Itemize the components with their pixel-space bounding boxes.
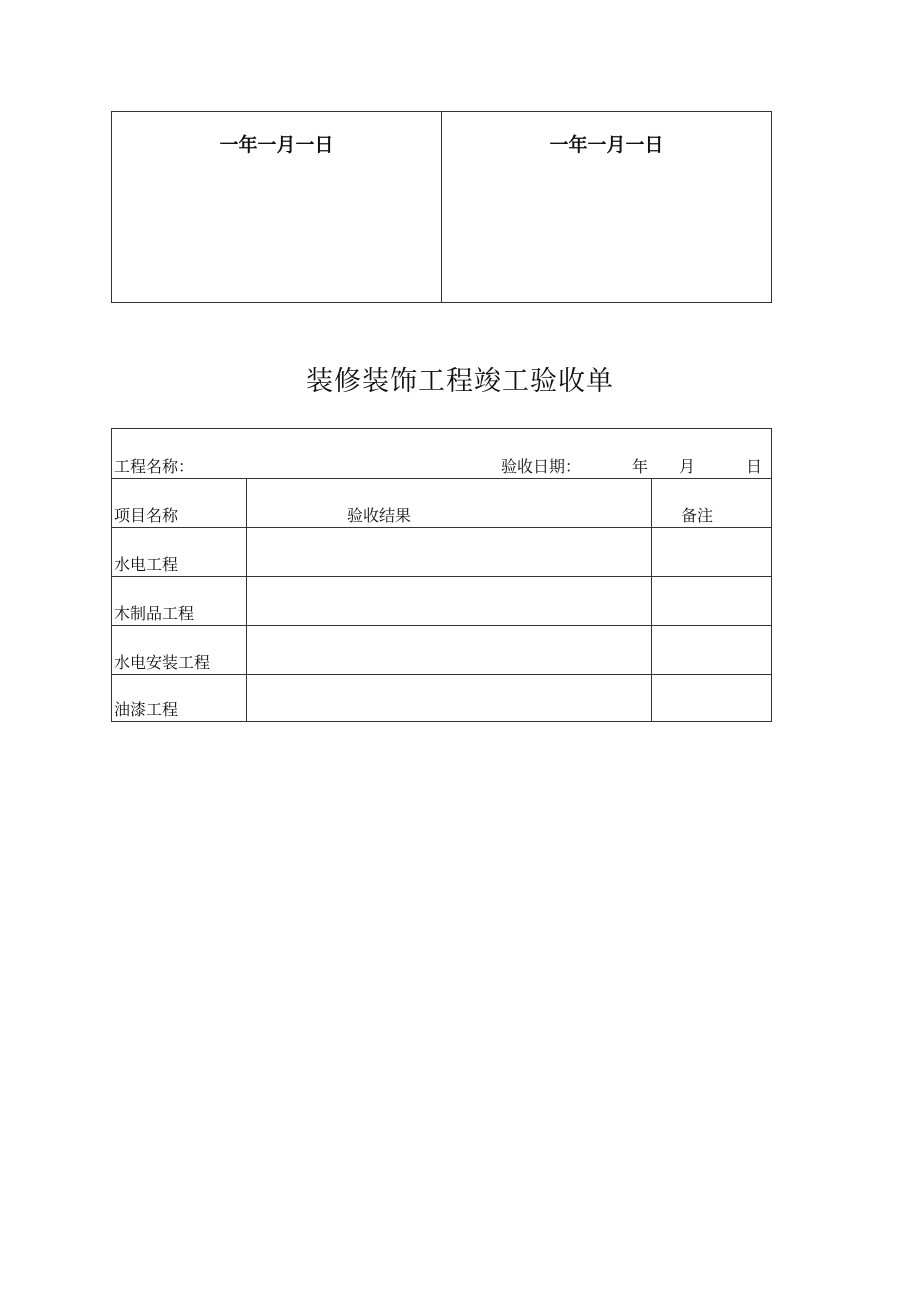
signature-cell-left: [112, 112, 441, 302]
row-result-cell: [246, 626, 651, 674]
project-name-label: 工程名称：: [114, 457, 195, 476]
table-header-row: [112, 478, 771, 527]
acceptance-date-label: 验收日期：: [501, 457, 582, 476]
row-note-cell: [651, 626, 771, 674]
header-cell-item: [112, 479, 246, 527]
row-result-cell: [246, 675, 651, 721]
row-note-cell: [651, 577, 771, 625]
header-note-label: 备注: [681, 506, 714, 525]
row-result-cell: [246, 528, 651, 576]
row-result-cell: [246, 577, 651, 625]
signature-date-table: [111, 111, 772, 303]
row-item-cell: [112, 675, 246, 721]
row-item-cell: [112, 626, 246, 674]
signature-cell-right: [441, 112, 771, 302]
row-note-cell: [651, 675, 771, 721]
row-item-label: 木制品工程: [114, 604, 195, 623]
table-row: [112, 674, 771, 721]
acceptance-table: [111, 428, 772, 722]
table-row: [112, 625, 771, 674]
header-result-label: 验收结果: [347, 506, 412, 525]
document-title: 装修装饰工程竣工验收单: [306, 366, 614, 397]
table-row: [112, 527, 771, 576]
header-item-label: 项目名称: [114, 506, 179, 525]
row-item-label: 油漆工程: [114, 700, 179, 719]
row-item-label: 水电安装工程: [114, 653, 211, 672]
signature-date-left: 一年一月一日: [219, 134, 334, 156]
year-label: 年: [632, 457, 649, 476]
day-label: 日: [746, 457, 763, 476]
month-label: 月: [679, 457, 696, 476]
row-item-cell: [112, 577, 246, 625]
table-row: [112, 576, 771, 625]
header-cell-result: [246, 479, 651, 527]
row-item-cell: [112, 528, 246, 576]
header-cell-note: [651, 479, 771, 527]
row-item-label: 水电工程: [114, 555, 179, 574]
signature-date-right: 一年一月一日: [549, 134, 664, 156]
row-note-cell: [651, 528, 771, 576]
project-info-row: [112, 429, 771, 478]
